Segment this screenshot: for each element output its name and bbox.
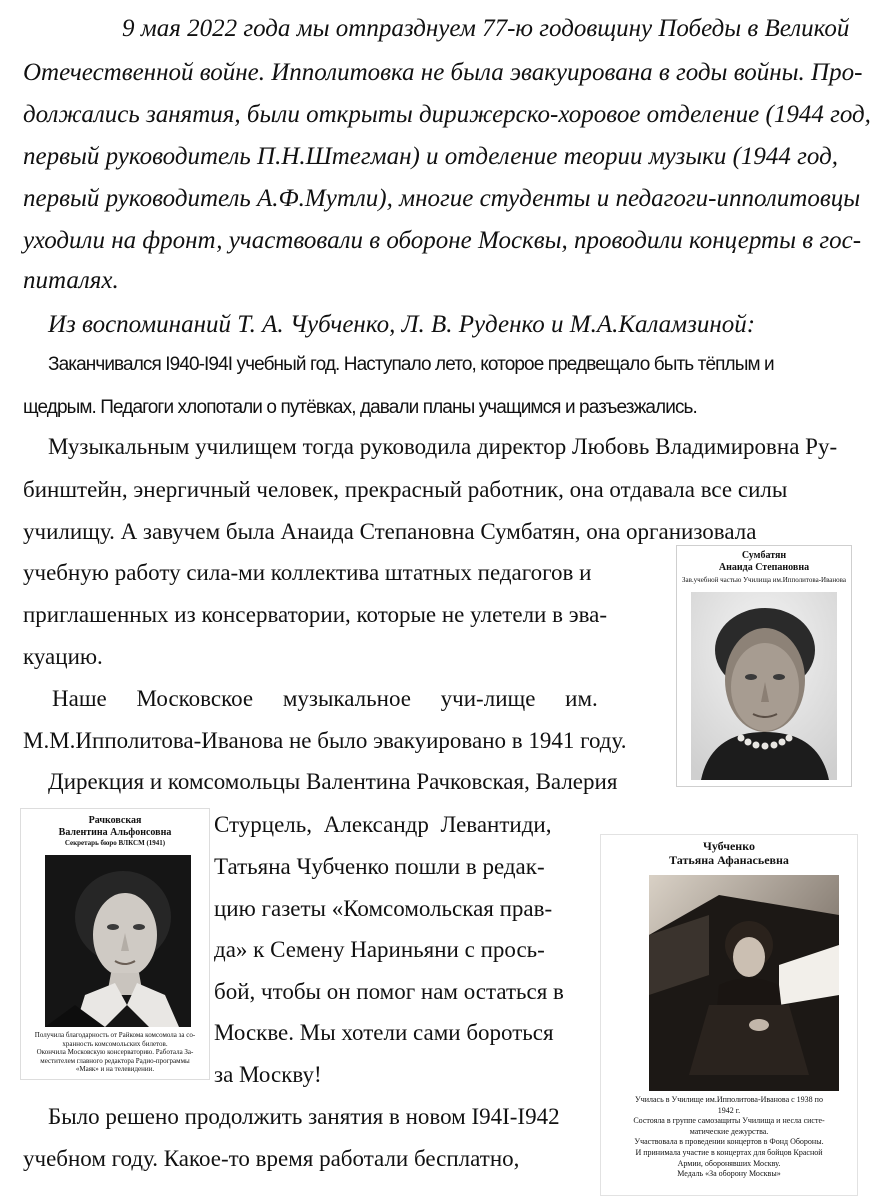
text-line: [23, 58, 863, 88]
text-line: Наше Московское музыкальное учи-лище им.: [52, 686, 598, 711]
text-line-content: уходили на фронт, участвовали в обороне Москвы, проводили концерты в гос-: [23, 227, 862, 254]
text-line: Дирекция и комсомольцы Валентина Рачковская, Валерия: [48, 769, 618, 794]
text-line: [23, 184, 861, 214]
caption-line: Получила благодарность от Райкома комсомола за со-: [34, 1031, 196, 1039]
memoir-heading: Из воспоминаний Т. А. Чубченко, Л. В. Руденко и М.А.Каламзиной:: [48, 311, 756, 338]
text-line: Москве. Мы хотели сами бороться: [214, 1020, 554, 1045]
text-line-content: питалях.: [23, 267, 119, 294]
text-line-content: должались занятия, были открыты дирижерско-хоровое отделение (1944 год,: [23, 101, 871, 128]
text-line: [23, 142, 850, 172]
caption-line: Армии, оборонявших Москву.: [677, 1158, 781, 1168]
text-line-content: 9 мая 2022 года мы отпразднуем 77-ю годовщину Победы в Великой: [122, 15, 850, 42]
portrait-photo: [691, 592, 837, 780]
photo-card-chubchenko: [600, 834, 858, 1196]
text-line: бинштейн, энергичный человек, прекрасный работник, она отдавала все силы: [23, 477, 788, 502]
portrait-photo: [649, 875, 839, 1091]
card-caption: [27, 1031, 203, 1074]
portrait-image: [45, 855, 191, 1027]
portrait-image: [691, 592, 837, 780]
text-line-content: Отечественной войне. Ипполитовка не была эвакуирована в годы войны. Про-: [23, 59, 863, 86]
text-line: Стурцель, Александр Левантиди,: [214, 812, 552, 837]
text-line: цию газеты «Комсомольская прав-: [214, 896, 553, 921]
text-line: Заканчивался I940-I94I учебный год. Наступало лето, которое предвещало быть тёплым и: [48, 354, 774, 375]
photo-card-rachkovskaya: [20, 808, 210, 1080]
card-title: Рачковская: [88, 815, 142, 826]
text-line: да» к Семену Нариньяни с прось-: [214, 937, 545, 962]
card-caption: [607, 1095, 851, 1180]
text-line: [23, 266, 119, 296]
text-line: за Москву!: [214, 1062, 322, 1087]
caption-line: Участвовала в проведении концертов в Фонд Обороны.: [634, 1137, 824, 1147]
card-position: Зав.учебной частью Училища им.Ипполитова-Иванова: [682, 576, 846, 584]
card-title: Чубченко: [703, 839, 755, 853]
caption-line: местителем главного редактора Радио-программы: [40, 1056, 190, 1065]
portrait-photo: [45, 855, 191, 1027]
text-line-content: первый руководитель А.Ф.Мутли), многие студенты и педагоги-ипполитовцы: [23, 185, 861, 212]
card-subtitle-name: Анаида Степановна: [718, 562, 810, 573]
card-subtitle-name: Валентина Альфонсовна: [58, 827, 172, 838]
text-line: М.М.Ипполитова-Иванова не было эвакуировано в 1941 году.: [23, 728, 627, 753]
caption-line: матические дежурства.: [689, 1126, 769, 1136]
caption-line: «Маяк» и на телевидении.: [75, 1065, 155, 1073]
portrait-image: [649, 875, 839, 1091]
caption-line: 1942 г.: [717, 1105, 741, 1115]
caption-line: Окончила Московскую консерваторию. Работала За-: [36, 1048, 194, 1056]
text-line: куацию.: [23, 644, 103, 669]
text-line: Татьяна Чубченко пошли в редак-: [214, 854, 545, 879]
text-line: Было решено продолжить занятия в новом I94I-I942: [48, 1104, 560, 1129]
text-line: Музыкальным училищем тогда руководила директор Любовь Владимировна Ру-: [48, 434, 838, 459]
text-line: [23, 226, 862, 256]
text-line: учебном году. Какое-то время работали бесплатно,: [23, 1146, 520, 1171]
text-line: учебную работу сила-ми коллектива штатных педагогов и: [23, 560, 592, 585]
text-line: [122, 14, 850, 44]
caption-line: Училась в Училище им.Ипполитова-Иванова с 1938 по: [635, 1095, 823, 1104]
text-line: училищу. А завучем была Анаида Степановна Сумбатян, она организовала: [23, 519, 757, 544]
text-line: приглашенных из консерватории, которые не улетели в эва-: [23, 602, 608, 627]
caption-line: Состояла в группе самозащиты Училища и несла систе-: [633, 1116, 825, 1126]
text-line-content: первый руководитель П.Н.Штегман) и отделение теории музыки (1944 год,: [23, 143, 838, 170]
caption-line: хранность комсомольских билетов.: [62, 1039, 168, 1048]
text-line: бой, чтобы он помог нам остаться в: [214, 979, 564, 1004]
card-position: Секретарь бюро ВЛКСМ (1941): [64, 839, 166, 847]
photo-card-sumbatyan: [676, 545, 852, 787]
text-line: щедрым. Педагоги хлопотали о путёвках, давали планы учащимся и разъезжались.: [23, 397, 697, 418]
text-line: [23, 100, 871, 130]
caption-line: И принимала участие в концертах для бойцов Красной: [635, 1147, 823, 1157]
caption-line: Медаль «За оборону Москвы»: [677, 1169, 781, 1179]
card-title: Сумбатян: [741, 550, 787, 561]
card-subtitle-name: Татьяна Афанасьевна: [669, 853, 789, 867]
